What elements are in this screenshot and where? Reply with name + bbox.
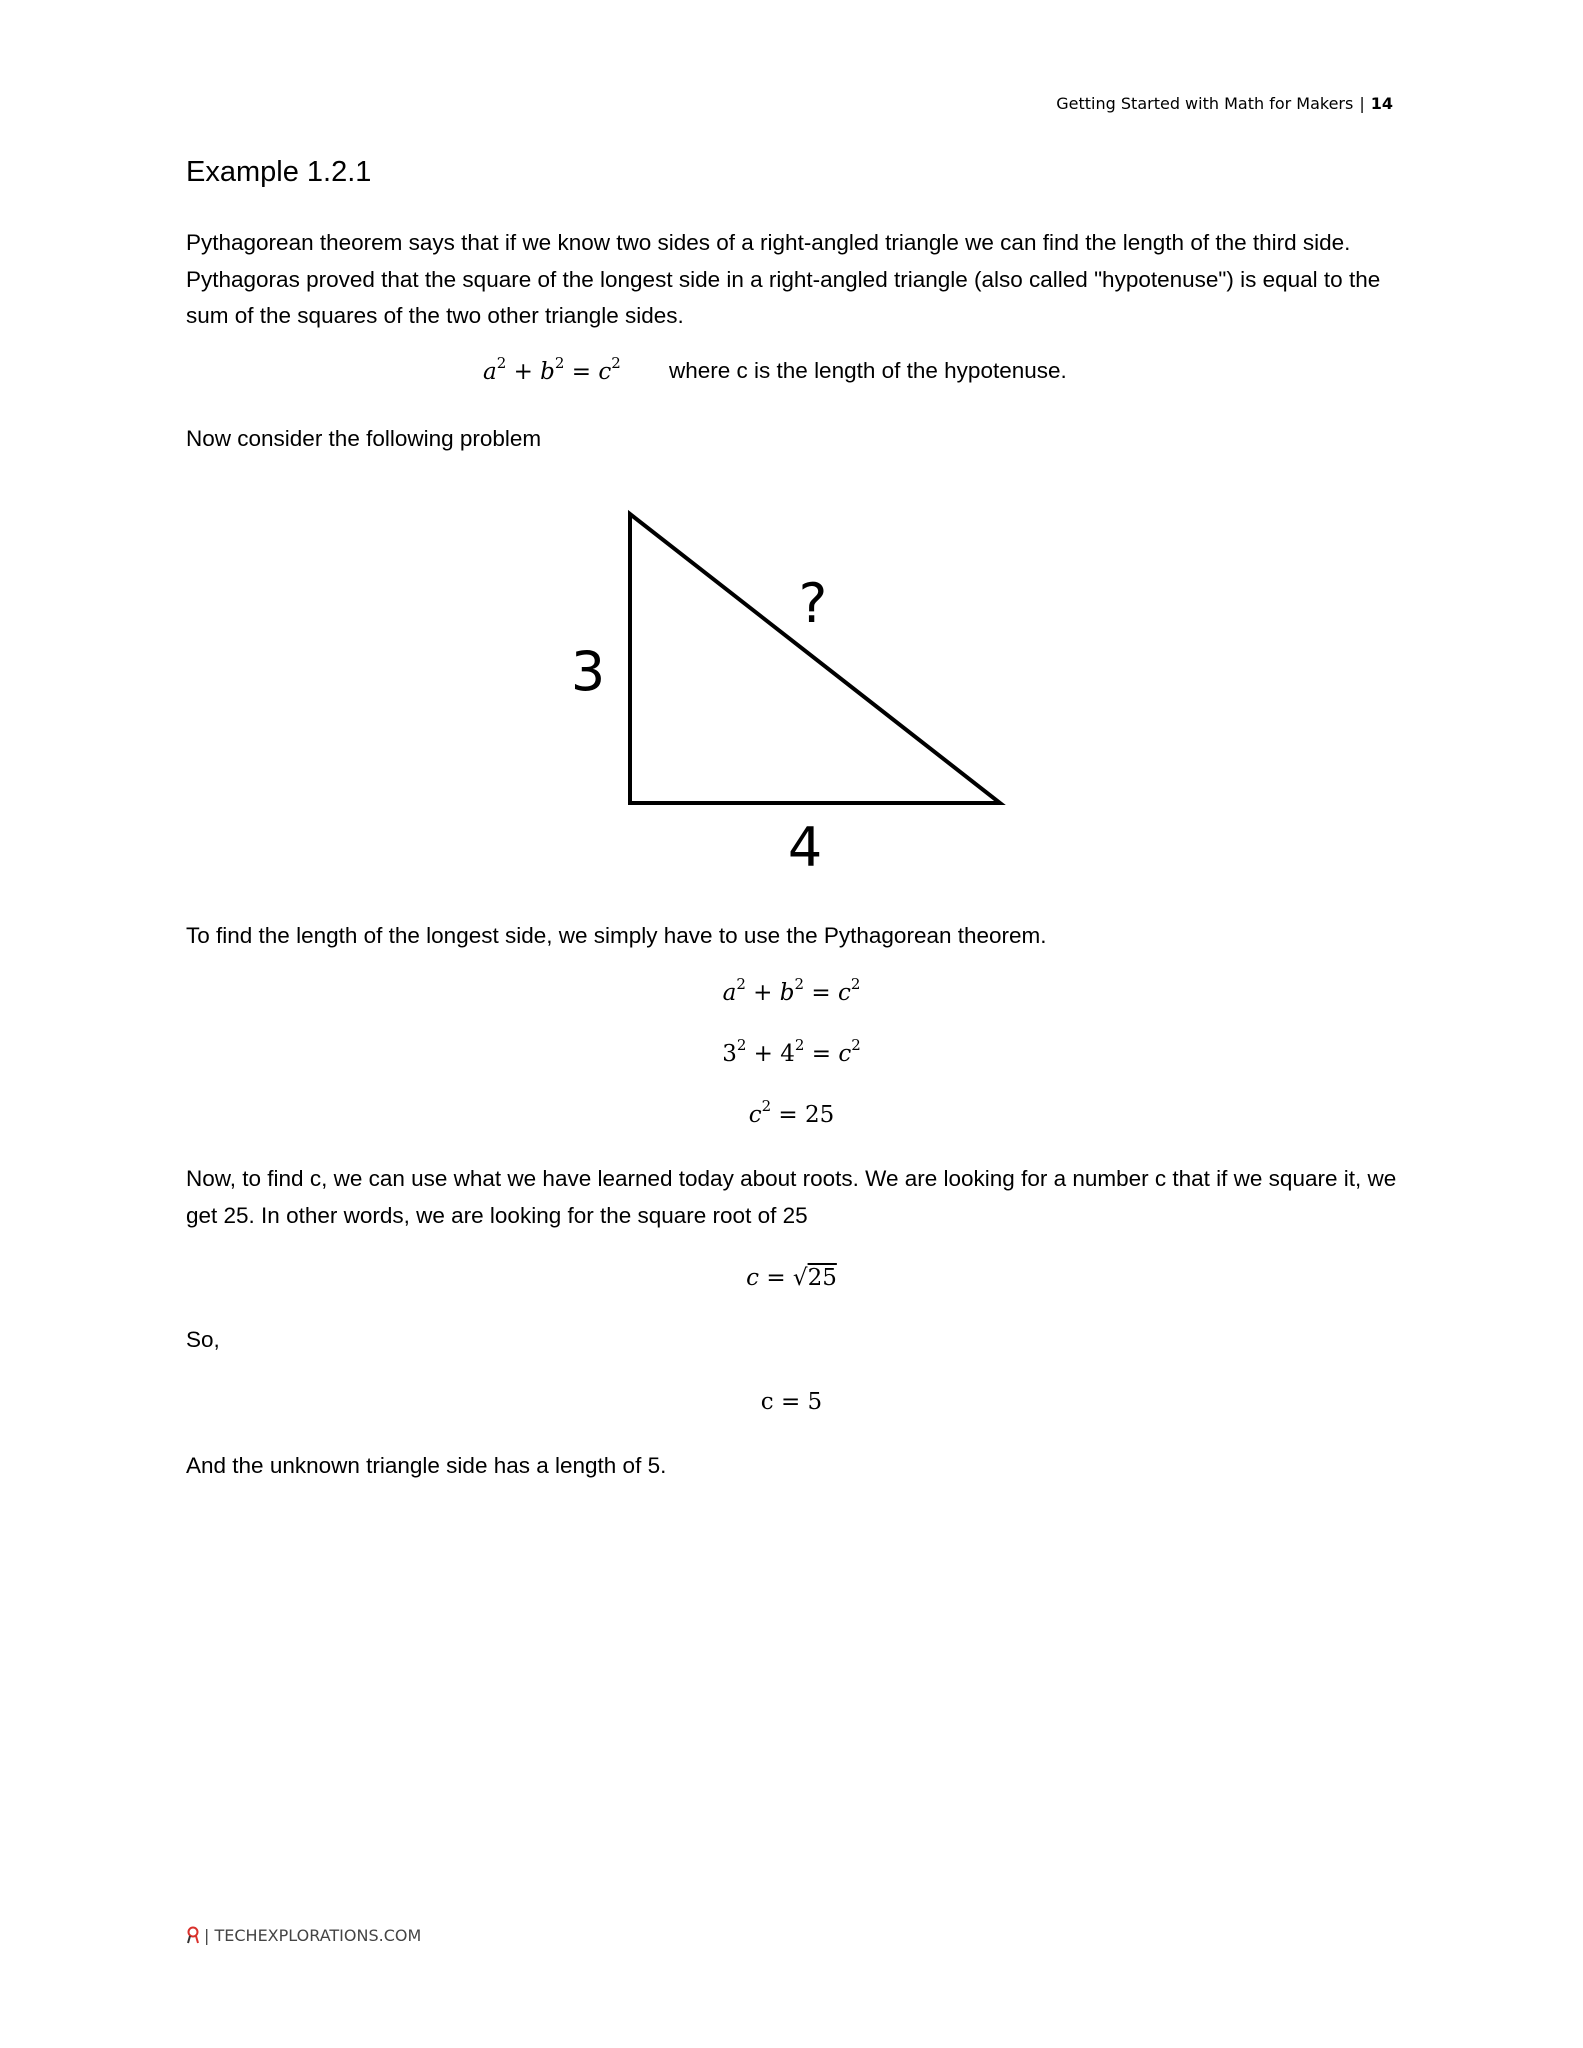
example-heading: Example 1.2.1 [186,156,372,188]
conclusion-text: And the unknown triangle side has a length of 5. [186,1453,667,1478]
equation-c-squared: $c^2 = 25$ [748,1097,835,1128]
header-separator: | [1359,94,1365,113]
hypotenuse-label: ? [798,572,828,635]
so-text: So, [186,1327,220,1352]
page-number: 14 [1370,94,1393,113]
header-title: Getting Started with Math for Makers [1056,94,1354,113]
equation-substitution: $3^2 + 4^2 = c^2$ [722,1036,861,1067]
right-triangle [630,514,1000,803]
equation-theorem: $a^2 + b^2 = c^2$ [722,975,861,1006]
method-paragraph: To find the length of the longest side, we simply have to use the Pythagorean theorem. [186,923,1047,948]
side-label-vertical: 3 [570,640,606,703]
side-label-horizontal: 4 [787,816,823,879]
c-squared-value: 25 [805,1102,835,1128]
problem-intro: Now consider the following problem [186,426,542,451]
roots-paragraph: Now, to find c, we can use what we have learned today about roots. We are looking for a number c that if we square it, we get 25. In other words, we are looking for the square root of 25 [186,1166,1397,1228]
equation-square-root: c = √25 [746,1265,837,1291]
theorem-equation: $a^2 + b^2 = c^2$ [483,354,621,385]
triangle-figure [0,0,1583,900]
page-footer [186,1926,421,1945]
techexplorations-logo-icon [186,1926,200,1944]
intro-paragraph: Pythagorean theorem says that if we know two sides of a right-angled triangle we can find the length of the third side. Pythagoras proved that the square of the longest side in a right-angled triangle (also called "hypotenuse") is equal to the sum of the squares of the two other triangle sides. [186,230,1381,328]
footer-site: | TECHEXPLORATIONS.COM [204,1926,422,1945]
radicand: 25 [807,1265,837,1291]
equation-result: c = 5 [760,1389,823,1415]
theorem-note: where c is the length of the hypotenuse. [669,358,1067,383]
